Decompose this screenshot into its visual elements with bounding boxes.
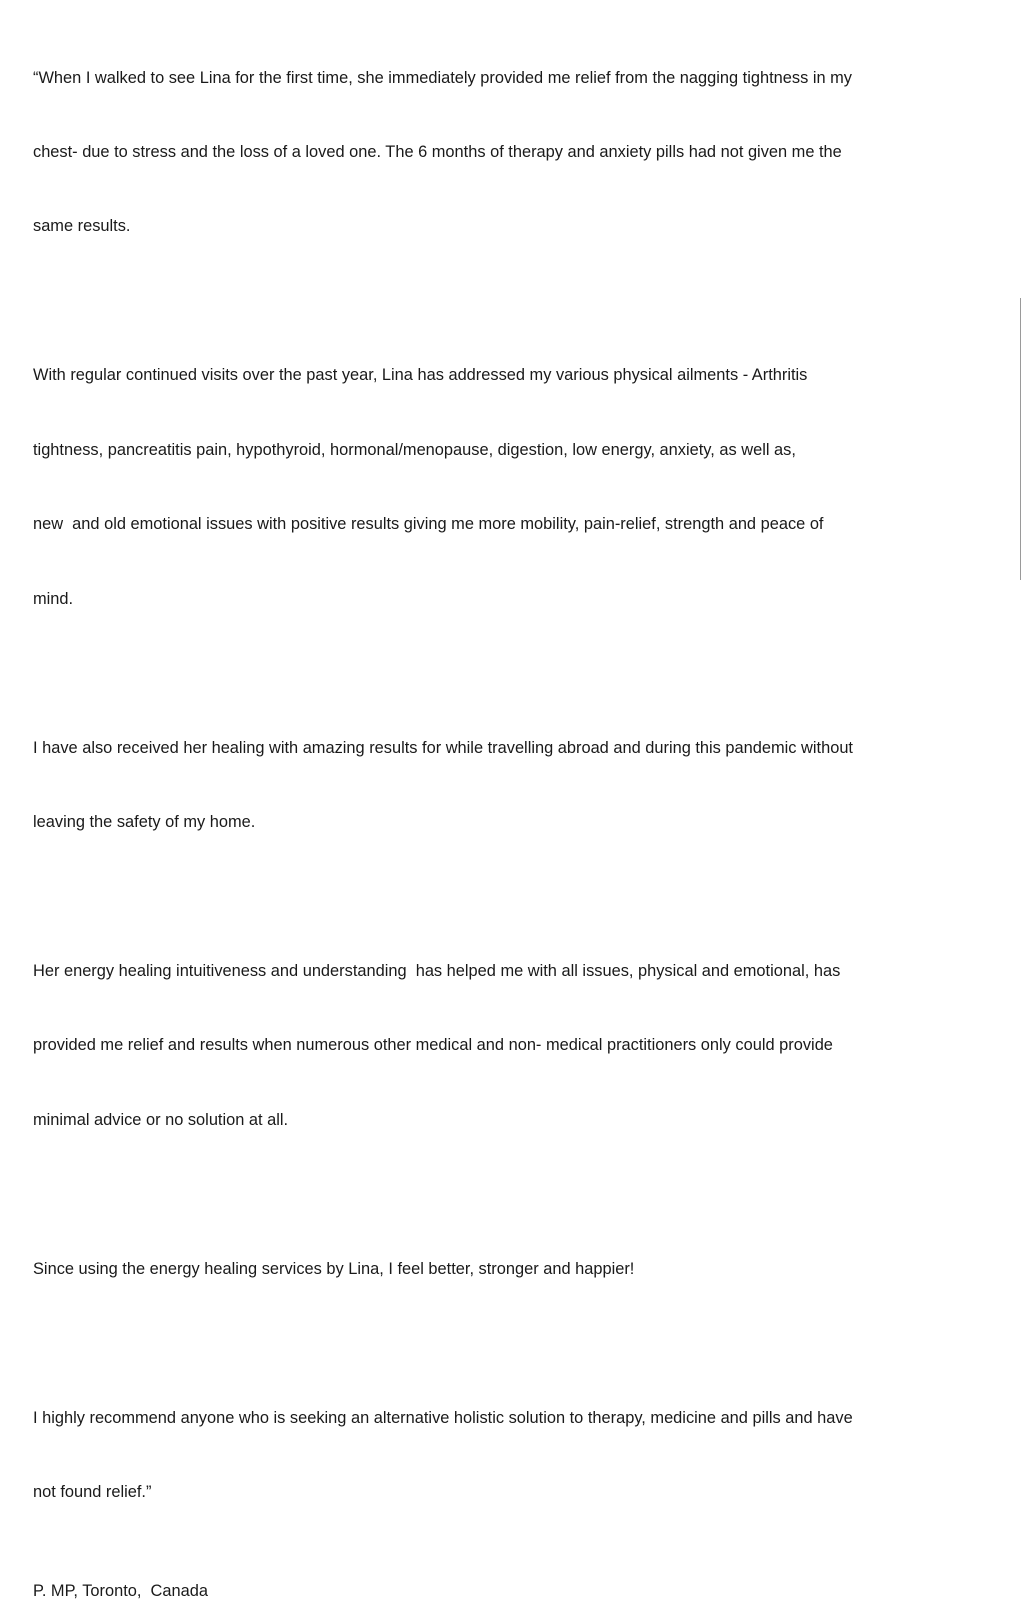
paragraph-line: I have also received her healing with amazing results for while travelling abroad and during this pandemic without [33,738,853,757]
page-edge-divider [1020,298,1021,580]
paragraph-line: I highly recommend anyone who is seeking an alternative holistic solution to therapy, medicine and pills and have [33,1408,853,1427]
testimonial-paragraph-2 [33,314,993,661]
paragraph-line: Her energy healing intuitiveness and understanding has helped me with all issues, physical and emotional, has [33,961,841,980]
paragraph-line: With regular continued visits over the past year, Lina has addressed my various physical ailments - Arthritis [33,366,808,385]
testimonial-signature: P. MP, Toronto, Canada [33,1582,208,1601]
paragraph-line: chest- due to stress and the loss of a loved one. The 6 months of therapy and anxiety pills had not given me the [33,142,842,161]
testimonial-paragraph-3 [33,686,993,884]
paragraph-line: provided me relief and results when numerous other medical and non- medical practitioners only could provide [33,1036,833,1055]
testimonial-paragraph-5 [33,1207,993,1331]
paragraph-line: mind. [33,589,74,608]
testimonial-document [33,16,993,1604]
paragraph-line: not found relief.” [33,1483,152,1502]
paragraph-line: minimal advice or no solution at all. [33,1110,289,1129]
testimonial-paragraph-1 [33,16,993,289]
paragraph-line: Since using the energy healing services by Lina, I feel better, stronger and happier! [33,1259,635,1278]
paragraph-line: tightness, pancreatitis pain, hypothyroid, hormonal/menopause, digestion, low energy, anxiety, as well as, [33,440,796,459]
testimonial-paragraph-6 [33,1356,993,1554]
testimonial-paragraph-4 [33,909,993,1182]
paragraph-line: new and old emotional issues with positive results giving me more mobility, pain-relief, strength and peace of [33,515,824,534]
paragraph-line: same results. [33,217,131,236]
paragraph-line: “When I walked to see Lina for the first time, she immediately provided me relief from the nagging tightness in my [33,68,852,87]
paragraph-line: leaving the safety of my home. [33,812,256,831]
